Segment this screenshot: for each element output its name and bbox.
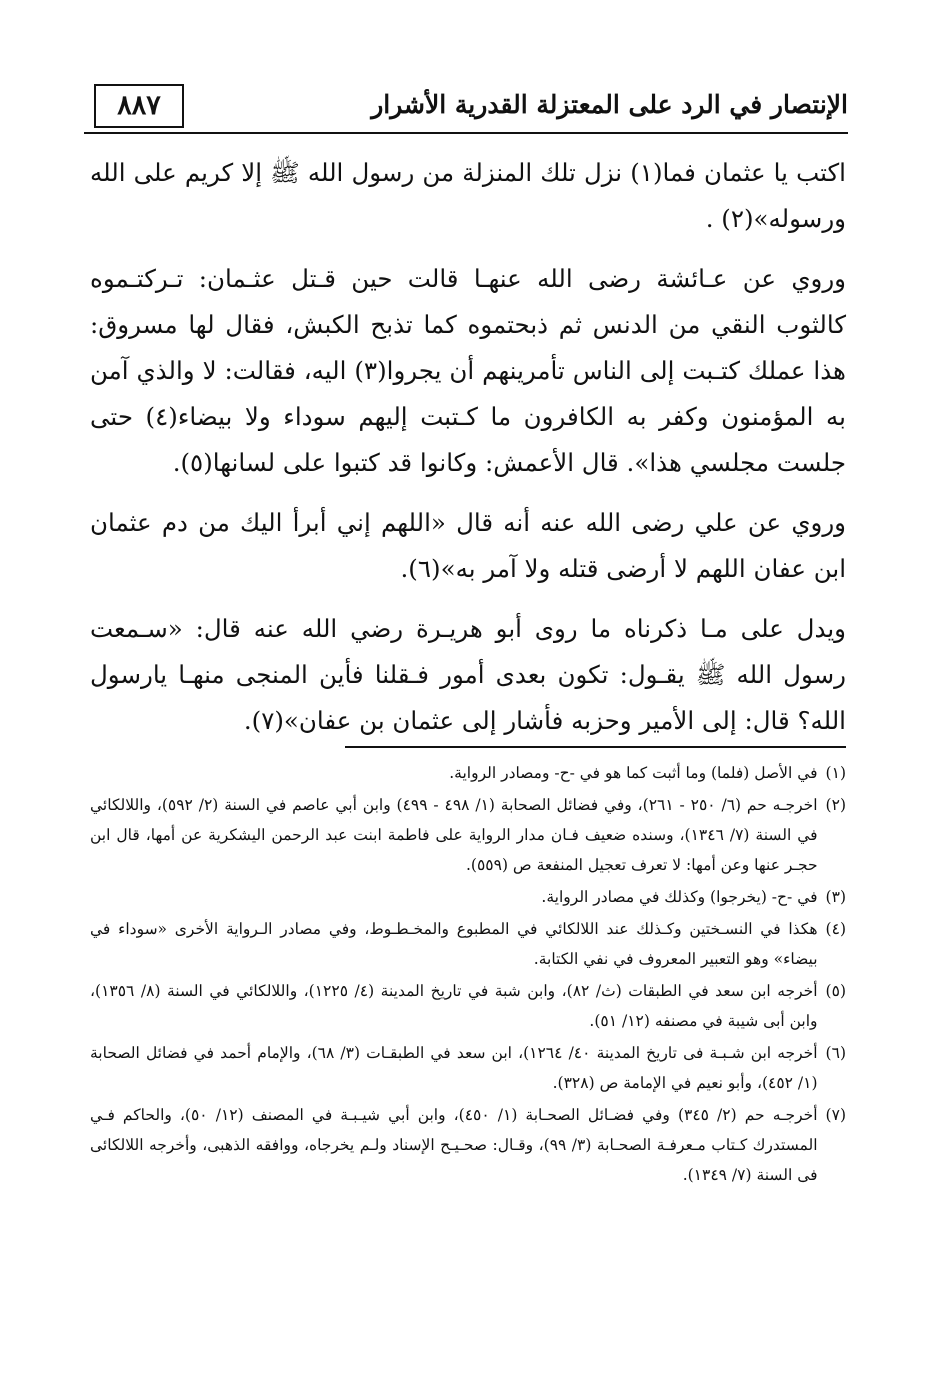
page-number-box <box>94 84 184 128</box>
footnote-text: اخرجـه حم (٦/ ٢٥٠ - ٢٦١)، وفي فضائل الصحابة (١/ ٤٩٨ - ٤٩٩) وابن أبي عاصم في السنة (٢/ ٥٩٢)، واللالكائي في السنة (٧/ ١٣٤٦)، وسنده ضعيف فـان مدار الرواية على فاطمة ابنت عبد الرحمن اليشكرية عن أمها، قال ابن حجـر عنها وعن أمها: لا تعرف تعجيل المنفعة ص (٥٥٩). <box>90 796 818 874</box>
footnotes <box>90 758 846 1192</box>
main-text <box>90 150 846 758</box>
paragraph: وروي عن عـائشة رضى الله عنهـا قالت حين قـتل عثـمان: تـركتـموه كالثوب النقي من الدنس ثم ذبحتموه كما تذبح الكبش، فقال لها مسروق: هذا عملك كتـبت إلى الناس تأمرينهم أن يجروا(٣) اليه، فقالت: لا والذي آمن به المؤمنون وكفر به الكافرون ما كـتبت إليهم سوداء ولا بيضاء(٤) حتى جلست مجلسي هذا». قال الأعمش: وكانوا قد كتبوا على لسانها(٥). <box>90 264 846 477</box>
footnote <box>90 914 846 974</box>
footnote-number: (٦) <box>825 1044 846 1062</box>
footnote <box>90 758 846 788</box>
page-number: ٨٨٧ <box>117 90 161 121</box>
page-header <box>84 80 848 134</box>
footnote <box>90 1100 846 1190</box>
footnote-number: (٥) <box>825 982 846 1000</box>
footnote-text: أخرجه ابن شـبـة فى تاريخ المدينة ٤٠/ ١٢٦٤)، ابن سعد في الطبقـات (٣/ ٦٨)، والإمام أحمد في فضائل الصحابة (١/ ٤٥٢)، وأبو نعيم في الإمامة ص (٣٢٨). <box>90 1044 818 1092</box>
footnote-text: في -ح- (يخرجوا) وكذلك في مصادر الرواية. <box>541 888 818 906</box>
running-title: الإنتصار في الرد على المعتزلة القدرية الأشرار <box>371 90 848 119</box>
paragraph: ويدل على مـا ذكرناه ما روى أبو هريـرة رضي الله عنه قال: «سـمعت رسول الله ﷺ يقـول: تكون بعدى أمور فـقلنا فأين المنجى منهـا يارسول الله؟ قال: إلى الأمير وحزبه فأشار إلى عثمان بن عفان»(٧). <box>90 614 846 735</box>
footnote <box>90 1038 846 1098</box>
footnote-text: أخرجـه حم (٢/ ٣٤٥) وفي فضـائل الصحـابة (١/ ٤٥٠)، وابن أبي شيـبـة في المصنف (١٢/ ٥٠)، والحاكم فـي المستدرك كـتاب مـعرفـة الصحـابة (٣/ ٩٩)، وقـال: صحـيـح الإسناد ولـم يخرجاه، ووافقه الذهبى، وأخرجه اللالكائى فى السنة (٧/ ١٣٤٩). <box>90 1106 818 1184</box>
footnote-number: (٣) <box>825 888 846 906</box>
footnote-number: (٢) <box>825 796 846 814</box>
footnote <box>90 790 846 880</box>
footnote-separator <box>345 746 846 748</box>
footnote <box>90 976 846 1036</box>
footnote <box>90 882 846 912</box>
footnote-number: (١) <box>825 764 846 782</box>
paragraph: اكتب يا عثمان فما(١) نزل تلك المنزلة من رسول الله ﷺ إلا كريم على الله ورسوله»(٢) . <box>90 158 846 233</box>
footnote-text: هكذا في النسـختين وكـذلك عند اللالكائي في المطبوع والمخـطـوط، وفي مصادر الـرواية الأخرى «سوداء في بيضاء» وهو التعبير المعروف في نفي الكتابة. <box>90 920 818 968</box>
paragraph: وروي عن علي رضى الله عنه أنه قال «اللهم إني أبرأ اليك من دم عثمان ابن عفان اللهم لا أرضى قتله ولا آمر به»(٦). <box>90 508 846 583</box>
footnote-number: (٧) <box>825 1106 846 1124</box>
footnote-number: (٤) <box>825 920 846 938</box>
footnote-text: أخرجه ابن سعد في الطبقات (ث/ ٨٢)، وابن شبة في تاريخ المدينة (٤/ ١٢٢٥)، واللالكائي في السنة (٨/ ١٣٥٦)، وابن أبى شيبة في مصنفه (١٢/ ٥١). <box>90 982 818 1030</box>
footnote-text: في الأصل (فلما) وما أثبت كما هو في -ح- ومصادر الرواية. <box>449 764 818 782</box>
